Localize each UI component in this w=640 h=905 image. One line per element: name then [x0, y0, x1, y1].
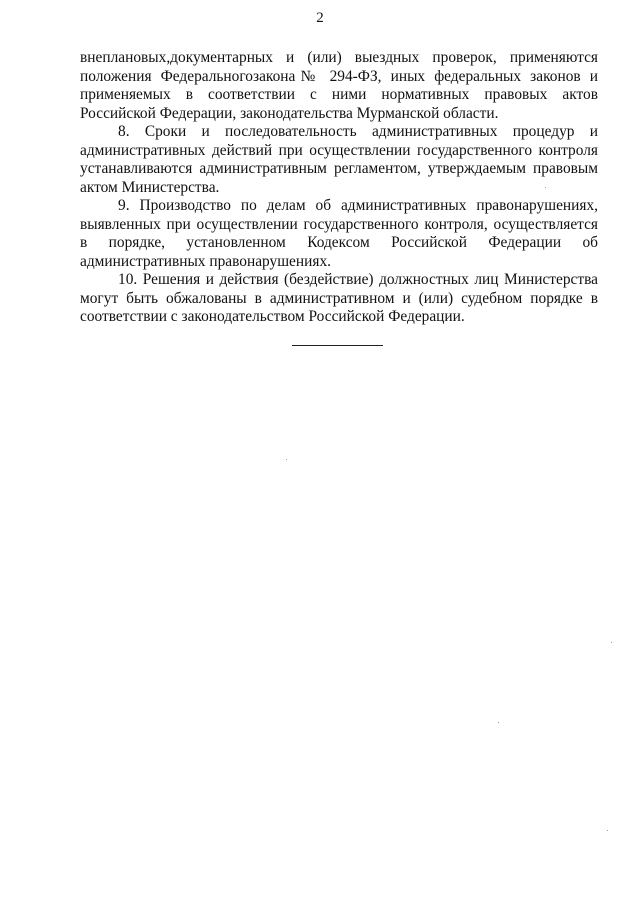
page-number: 2 [316, 10, 324, 26]
scan-speck [498, 722, 499, 723]
scan-speck [545, 187, 546, 188]
end-separator-line [292, 345, 383, 346]
paragraph-10: 10. Решения и действия (бездействие) должностных лиц Министерства могут быть обжалованы в административном и (или) судебном порядке в соответствии с законодательством Российской Федерации. [80, 271, 598, 325]
paragraph-9: 9. Производство по делам об административных правонарушениях, выявленных при осуществлении государственного контроля, осуществляется в порядке, установленном Кодексом Российской Федерации об административных правонарушениях. [80, 197, 598, 270]
scan-speck [607, 830, 608, 831]
paragraph-8: 8. Сроки и последовательность административных процедур и административных действий при осуществлении государственного контроля устанавливаются административным регламентом, утверждаемым правовым актом Министерства. [80, 123, 598, 196]
scan-speck [611, 642, 612, 643]
scan-speck [286, 459, 287, 460]
paragraph-continuation: внеплановых,документарных и (или) выездных проверок, применяются положения Федеральногозакона№ 294-ФЗ, иных федеральных законов и применяемых в соответствии с ними нормативных правовых актов Российской Федерации, законодательства Мурманской области. [80, 49, 598, 122]
document-body [80, 49, 598, 327]
